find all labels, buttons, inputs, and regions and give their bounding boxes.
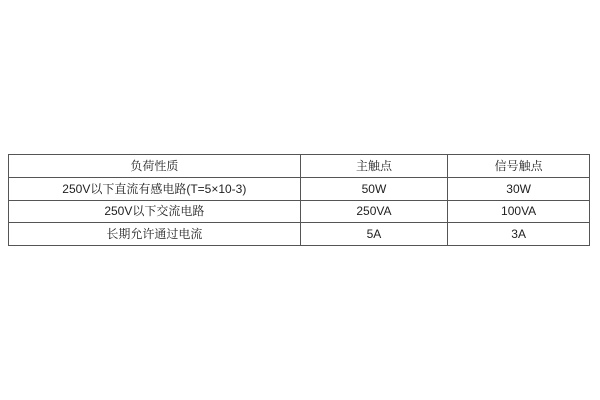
cell-row2-signal-contact: 100VA (448, 200, 590, 223)
cell-row1-signal-contact: 30W (448, 177, 590, 200)
table-row (9, 177, 590, 200)
table-row (9, 200, 590, 223)
spec-table (8, 154, 590, 246)
header-cell-signal-contact: 信号触点 (448, 155, 590, 178)
spec-table-container (8, 154, 590, 246)
cell-row3-load-nature: 长期允许通过电流 (9, 223, 301, 246)
header-cell-main-contact: 主触点 (300, 155, 448, 178)
cell-row2-load-nature: 250V以下交流电路 (9, 200, 301, 223)
cell-row1-load-nature: 250V以下直流有感电路(T=5×10-3) (9, 177, 301, 200)
cell-row3-signal-contact: 3A (448, 223, 590, 246)
header-cell-load-nature: 负荷性质 (9, 155, 301, 178)
cell-row1-main-contact: 50W (300, 177, 448, 200)
cell-row3-main-contact: 5A (300, 223, 448, 246)
table-header-row (9, 155, 590, 178)
cell-row2-main-contact: 250VA (300, 200, 448, 223)
table-row (9, 223, 590, 246)
